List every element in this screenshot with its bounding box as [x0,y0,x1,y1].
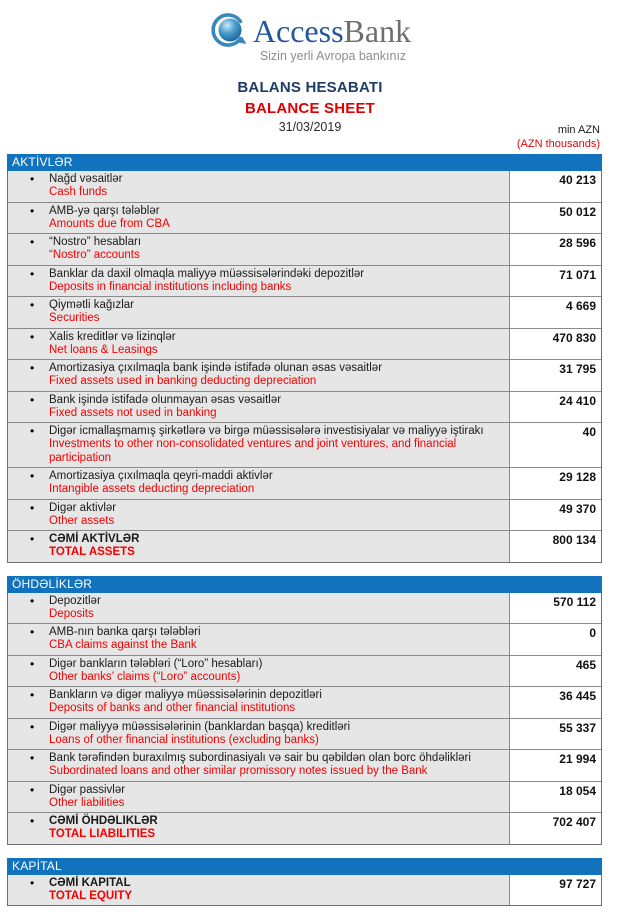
row-label-cell [8,875,509,906]
row-label-az: Digər aktivlər [49,501,117,514]
row-label-az: CƏMİ KAPITAL [49,876,131,889]
unit-label-az: min AZN [557,124,600,136]
row-label-en: TOTAL ASSETS [49,546,135,558]
bullet-icon: • [30,469,35,483]
row-value: 570 112 [509,593,601,624]
row-label-cell [8,656,509,687]
row-label-texts [49,424,505,465]
row-label-texts [49,876,505,904]
row-value: 702 407 [509,813,601,844]
row-label-en: TOTAL EQUITY [49,889,133,902]
row-value: 465 [509,656,601,687]
balance-table [7,154,602,919]
bank-tagline: Sizin yerli Avropa bankınız [259,49,407,63]
table-row [8,468,601,500]
bullet-icon: • [30,532,35,546]
row-label-az: Bankların və digər maliyyə müəssisələrinin depozitləri [49,689,322,701]
table-row [8,423,601,468]
row-label-en: Other banks’ claims (“Loro” accounts) [49,670,241,683]
row-label-cell [8,782,509,813]
row-label-texts [49,751,505,779]
row-label-az: Xalis kreditlər və lizinqlər [49,330,176,343]
bullet-icon: • [30,298,35,312]
bullet-icon: • [30,782,35,797]
section-header-capital: KAPİTAL [7,858,602,875]
row-label-az: Depozitlər [49,594,101,607]
row-label-az: “Nostro” hesabları [49,236,142,248]
bullet-icon: • [30,266,35,281]
bullet-icon: • [30,875,35,890]
row-label-texts [49,235,505,263]
table-row [8,531,601,562]
row-label-cell [8,468,509,499]
row-label-en: Subordinated loans and other similar promissory notes issued by the Bank [49,765,428,777]
row-label-texts [49,330,505,358]
row-label-en: Fixed assets used in banking deducting depreciation [49,375,317,387]
row-label-texts [49,720,505,748]
table-row [8,171,601,203]
row-label-texts [49,267,505,295]
table-row [8,203,601,235]
row-label-en: CBA claims against the Bank [49,639,197,651]
report-date: 31/03/2019 [278,120,342,134]
row-label-az: Digər passivlər [49,783,126,796]
table-row [8,593,601,625]
row-label-texts [49,783,505,811]
row-label-cell [8,624,509,655]
row-label-az: AMB-nın banka qarşı tələbləri [49,626,201,638]
row-value: 97 727 [509,875,601,906]
row-value: 29 128 [509,468,601,499]
section-assets [7,154,602,563]
row-value: 40 [509,423,601,467]
row-value: 49 370 [509,500,601,531]
row-value: 28 596 [509,234,601,265]
row-label-en: Loans of other financial institutions (excluding banks) [49,733,319,746]
row-label-en: Net loans & Leasings [49,343,158,356]
row-label-az: Bank tərəfindən buraxılmış subordinasiyalı və sair bu qəbildən olan borc öhdəlikləri [49,752,471,764]
bullet-icon: • [30,625,35,639]
table-row [8,813,601,844]
bullet-icon: • [30,172,35,186]
table-row [8,719,601,751]
row-value: 40 213 [509,171,601,202]
row-label-cell [8,329,509,360]
logo-text-bank: Bank [343,13,412,49]
title-english: BALANCE SHEET [244,100,376,117]
row-label-texts [49,814,505,842]
currency-unit-note [517,123,600,151]
row-label-en: Deposits in financial institutions including banks [49,280,292,293]
table-row [8,234,601,266]
row-label-en: Deposits of banks and other financial institutions [49,702,296,714]
row-label-az: Digər icmallaşmamış şirkətlərə və birgə müəssisələrə investisiyalar və maliyyə iştirakı [49,425,484,437]
document-header [0,0,620,134]
row-label-cell [8,360,509,391]
table-row [8,624,601,656]
row-label-en: Investments to other non-consolidated ventures and joint ventures, and financial participation [49,438,457,464]
table-row [8,329,601,361]
table-row [8,392,601,424]
globe-swirl-icon [209,11,249,51]
row-label-en: Intangible assets deducting depreciation [49,483,255,495]
bullet-icon: • [30,203,35,218]
unit-label-en: (AZN thousands) [516,138,600,150]
row-label-texts [49,657,505,685]
row-label-cell [8,203,509,234]
row-label-cell [8,266,509,297]
section-rows-liabilities [7,593,602,845]
table-row [8,750,601,782]
table-row [8,687,601,719]
row-label-cell [8,687,509,718]
bank-logo-text [253,11,411,51]
row-label-en: “Nostro” accounts [49,249,140,261]
bullet-icon: • [30,814,35,828]
row-label-az: Digər maliyyə müəssisələrinin (banklardan başqa) kreditləri [49,720,351,733]
row-label-texts [49,393,505,421]
row-label-cell [8,297,509,328]
row-value: 800 134 [509,531,601,562]
table-row [8,875,601,906]
bullet-icon: • [30,424,35,438]
row-value: 36 445 [509,687,601,718]
row-label-texts [49,469,505,497]
row-label-cell [8,423,509,467]
bullet-icon: • [30,392,35,407]
row-label-texts [49,625,505,653]
row-label-cell [8,593,509,624]
bullet-icon: • [30,329,35,344]
row-label-texts [49,298,505,326]
row-label-az: Digər bankların tələbləri (“Loro” hesabları) [49,657,263,670]
row-label-en: Securities [49,312,100,324]
row-label-az: AMB-yə qarşı tələblər [49,204,160,217]
row-value: 71 071 [509,266,601,297]
row-value: 50 012 [509,203,601,234]
row-label-az: CƏMİ AKTİVLƏR [49,533,140,545]
row-label-az: Amortizasiya çıxılmaqla qeyri-maddi aktivlər [49,470,273,482]
row-label-texts [49,172,505,200]
row-label-az: CƏMİ ÖHDƏLIKLƏR [49,815,158,827]
row-value: 31 795 [509,360,601,391]
section-rows-capital [7,875,602,907]
bullet-icon: • [30,593,35,608]
row-label-texts [49,204,505,232]
row-value: 4 669 [509,297,601,328]
table-row [8,656,601,688]
table-row [8,297,601,329]
section-header-assets: AKTİVLƏR [7,154,602,171]
bullet-icon: • [30,500,35,515]
row-label-cell [8,750,509,781]
row-label-texts [49,532,505,560]
logo-text-access: Access [252,13,344,49]
row-label-cell [8,719,509,750]
row-label-cell [8,171,509,202]
bullet-icon: • [30,751,35,765]
row-label-az: Bank işində istifadə olunmayan əsas vəsaitlər [49,393,282,406]
title-azerbaijani: BALANS HESABATI [237,79,383,96]
section-capital [7,858,602,907]
row-label-cell [8,813,509,844]
bank-logo [0,10,620,52]
row-label-en: Deposits [49,607,94,620]
row-label-cell [8,234,509,265]
row-value: 24 410 [509,392,601,423]
row-value: 21 994 [509,750,601,781]
row-value: 18 054 [509,782,601,813]
row-label-cell [8,392,509,423]
row-label-az: Nağd vəsaitlər [49,173,123,185]
row-label-en: TOTAL LIABILITIES [49,828,156,840]
row-value: 470 830 [509,329,601,360]
row-value: 55 337 [509,719,601,750]
row-label-az: Banklar da daxil olmaqla maliyyə müəssisələrindəki depozitlər [49,267,365,280]
row-label-az: Qiymətli kağızlar [49,299,134,311]
table-row [8,360,601,392]
row-value: 0 [509,624,601,655]
row-label-texts [49,501,505,529]
row-label-texts [49,594,505,622]
row-label-cell [8,531,509,562]
section-liabilities [7,576,602,845]
row-label-az: Amortizasiya çıxılmaqla bank işində istifadə olunan əsas vəsaitlər [49,362,383,374]
row-label-en: Amounts due from CBA [49,217,170,230]
bullet-icon: • [30,719,35,734]
row-label-en: Other liabilities [49,796,125,809]
table-row [8,782,601,814]
row-label-en: Fixed assets not used in banking [49,406,217,419]
bullet-icon: • [30,361,35,375]
row-label-texts [49,361,505,389]
row-label-texts [49,688,505,716]
bullet-icon: • [30,656,35,671]
row-label-en: Cash funds [49,186,108,198]
table-row [8,500,601,532]
section-rows-assets [7,171,602,563]
bullet-icon: • [30,235,35,249]
bullet-icon: • [30,688,35,702]
table-row [8,266,601,298]
row-label-cell [8,500,509,531]
row-label-en: Other assets [49,514,115,527]
section-header-liabilities: ÖHDƏLİKLƏR [7,576,602,593]
